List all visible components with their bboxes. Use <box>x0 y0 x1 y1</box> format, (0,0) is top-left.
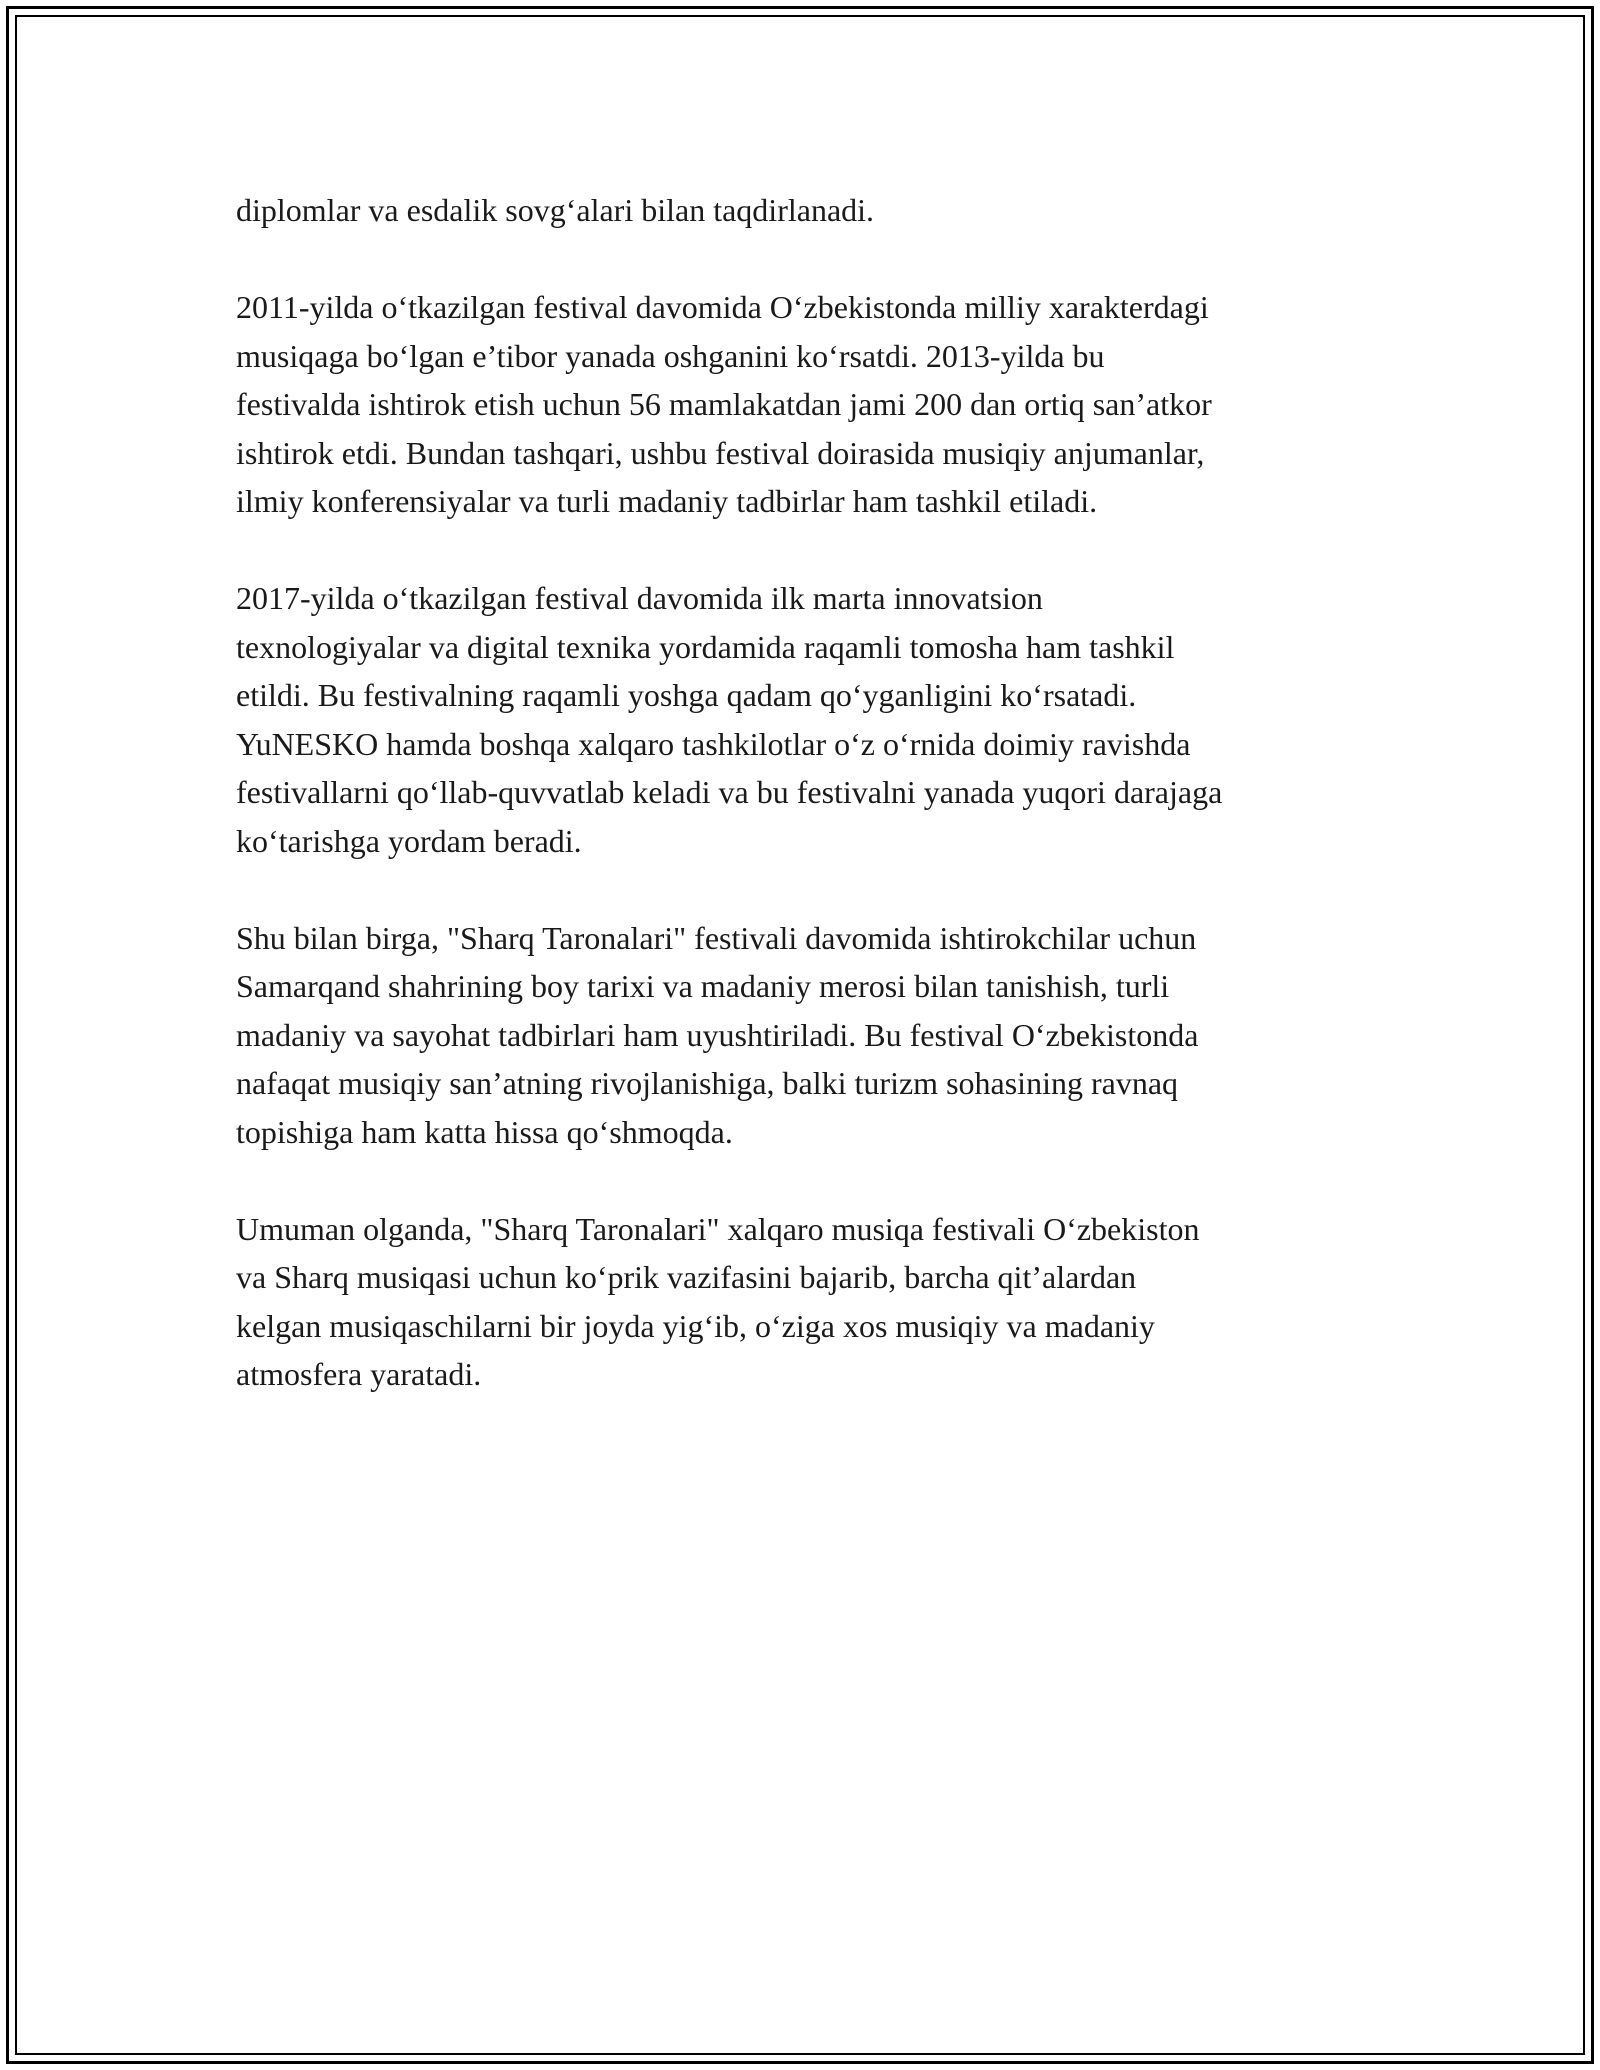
text-line: nafaqat musiqiy san’atning rivojlanishiga, balki turizm sohasining ravnaq <box>236 1065 1179 1101</box>
text-line: va Sharq musiqasi uchun ko‘prik vazifasini bajarib, barcha qit’alardan <box>236 1259 1137 1295</box>
text-line: diplomlar va esdalik sovg‘alari bilan taqdirlanadi. <box>236 192 875 228</box>
text-line: festivallarni qo‘llab-quvvatlab keladi va bu festivalni yanada yuqori darajaga <box>236 774 1223 810</box>
text-line: texnologiyalar va digital texnika yordamida raqamli tomosha ham tashkil <box>236 628 1175 665</box>
text-line: Umuman olganda, "Sharq Taronalari" xalqaro musiqa festivali O‘zbekiston <box>236 1210 1200 1247</box>
text-line: 2011-yilda o‘tkazilgan festival davomida O‘zbekistonda milliy xarakterdagi <box>236 289 1209 325</box>
text-line: kelgan musiqaschilarni bir joyda yig‘ib, o‘ziga xos musiqiy va madaniy <box>236 1307 1155 1344</box>
text-line: ko‘tarishga yordam beradi. <box>236 822 582 859</box>
text-line: madaniy va sayohat tadbirlari ham uyushtiriladi. Bu festival O‘zbekistonda <box>236 1016 1199 1053</box>
paragraph-3 <box>236 574 1416 865</box>
text-line: etildi. Bu festivalning raqamli yoshga qadam qo‘yganligini ko‘rsatadi. <box>236 677 1137 713</box>
paragraph-5 <box>236 1205 1416 1399</box>
text-line: ilmiy konferensiyalar va turli madaniy tadbirlar ham tashkil etiladi. <box>236 483 1098 519</box>
text-line: Samarqand shahrining boy tarixi va madaniy merosi bilan tanishish, turli <box>236 968 1170 1004</box>
text-line: 2017-yilda o‘tkazilgan festival davomida ilk marta innovatsion <box>236 580 1043 616</box>
paragraph-1 <box>236 186 1416 235</box>
text-line: atmosfera yaratadi. <box>236 1356 482 1392</box>
text-line: ishtirok etdi. Bundan tashqari, ushbu festival doirasida musiqiy anjumanlar, <box>236 434 1205 471</box>
document-body <box>236 186 1416 1447</box>
text-line: YuNESKO hamda boshqa xalqaro tashkilotlar o‘z o‘rnida doimiy ravishda <box>236 725 1191 762</box>
text-line: festivalda ishtirok etish uchun 56 mamlakatdan jami 200 dan ortiq san’atkor <box>236 386 1212 422</box>
text-line: musiqaga bo‘lgan e’tibor yanada oshganini ko‘rsatdi. 2013-yilda bu <box>236 337 1105 374</box>
text-line: Shu bilan birga, "Sharq Taronalari" festivali davomida ishtirokchilar uchun <box>236 919 1197 956</box>
paragraph-4 <box>236 914 1416 1157</box>
paragraph-2 <box>236 283 1416 526</box>
text-line: topishiga ham katta hissa qo‘shmoqda. <box>236 1113 733 1150</box>
